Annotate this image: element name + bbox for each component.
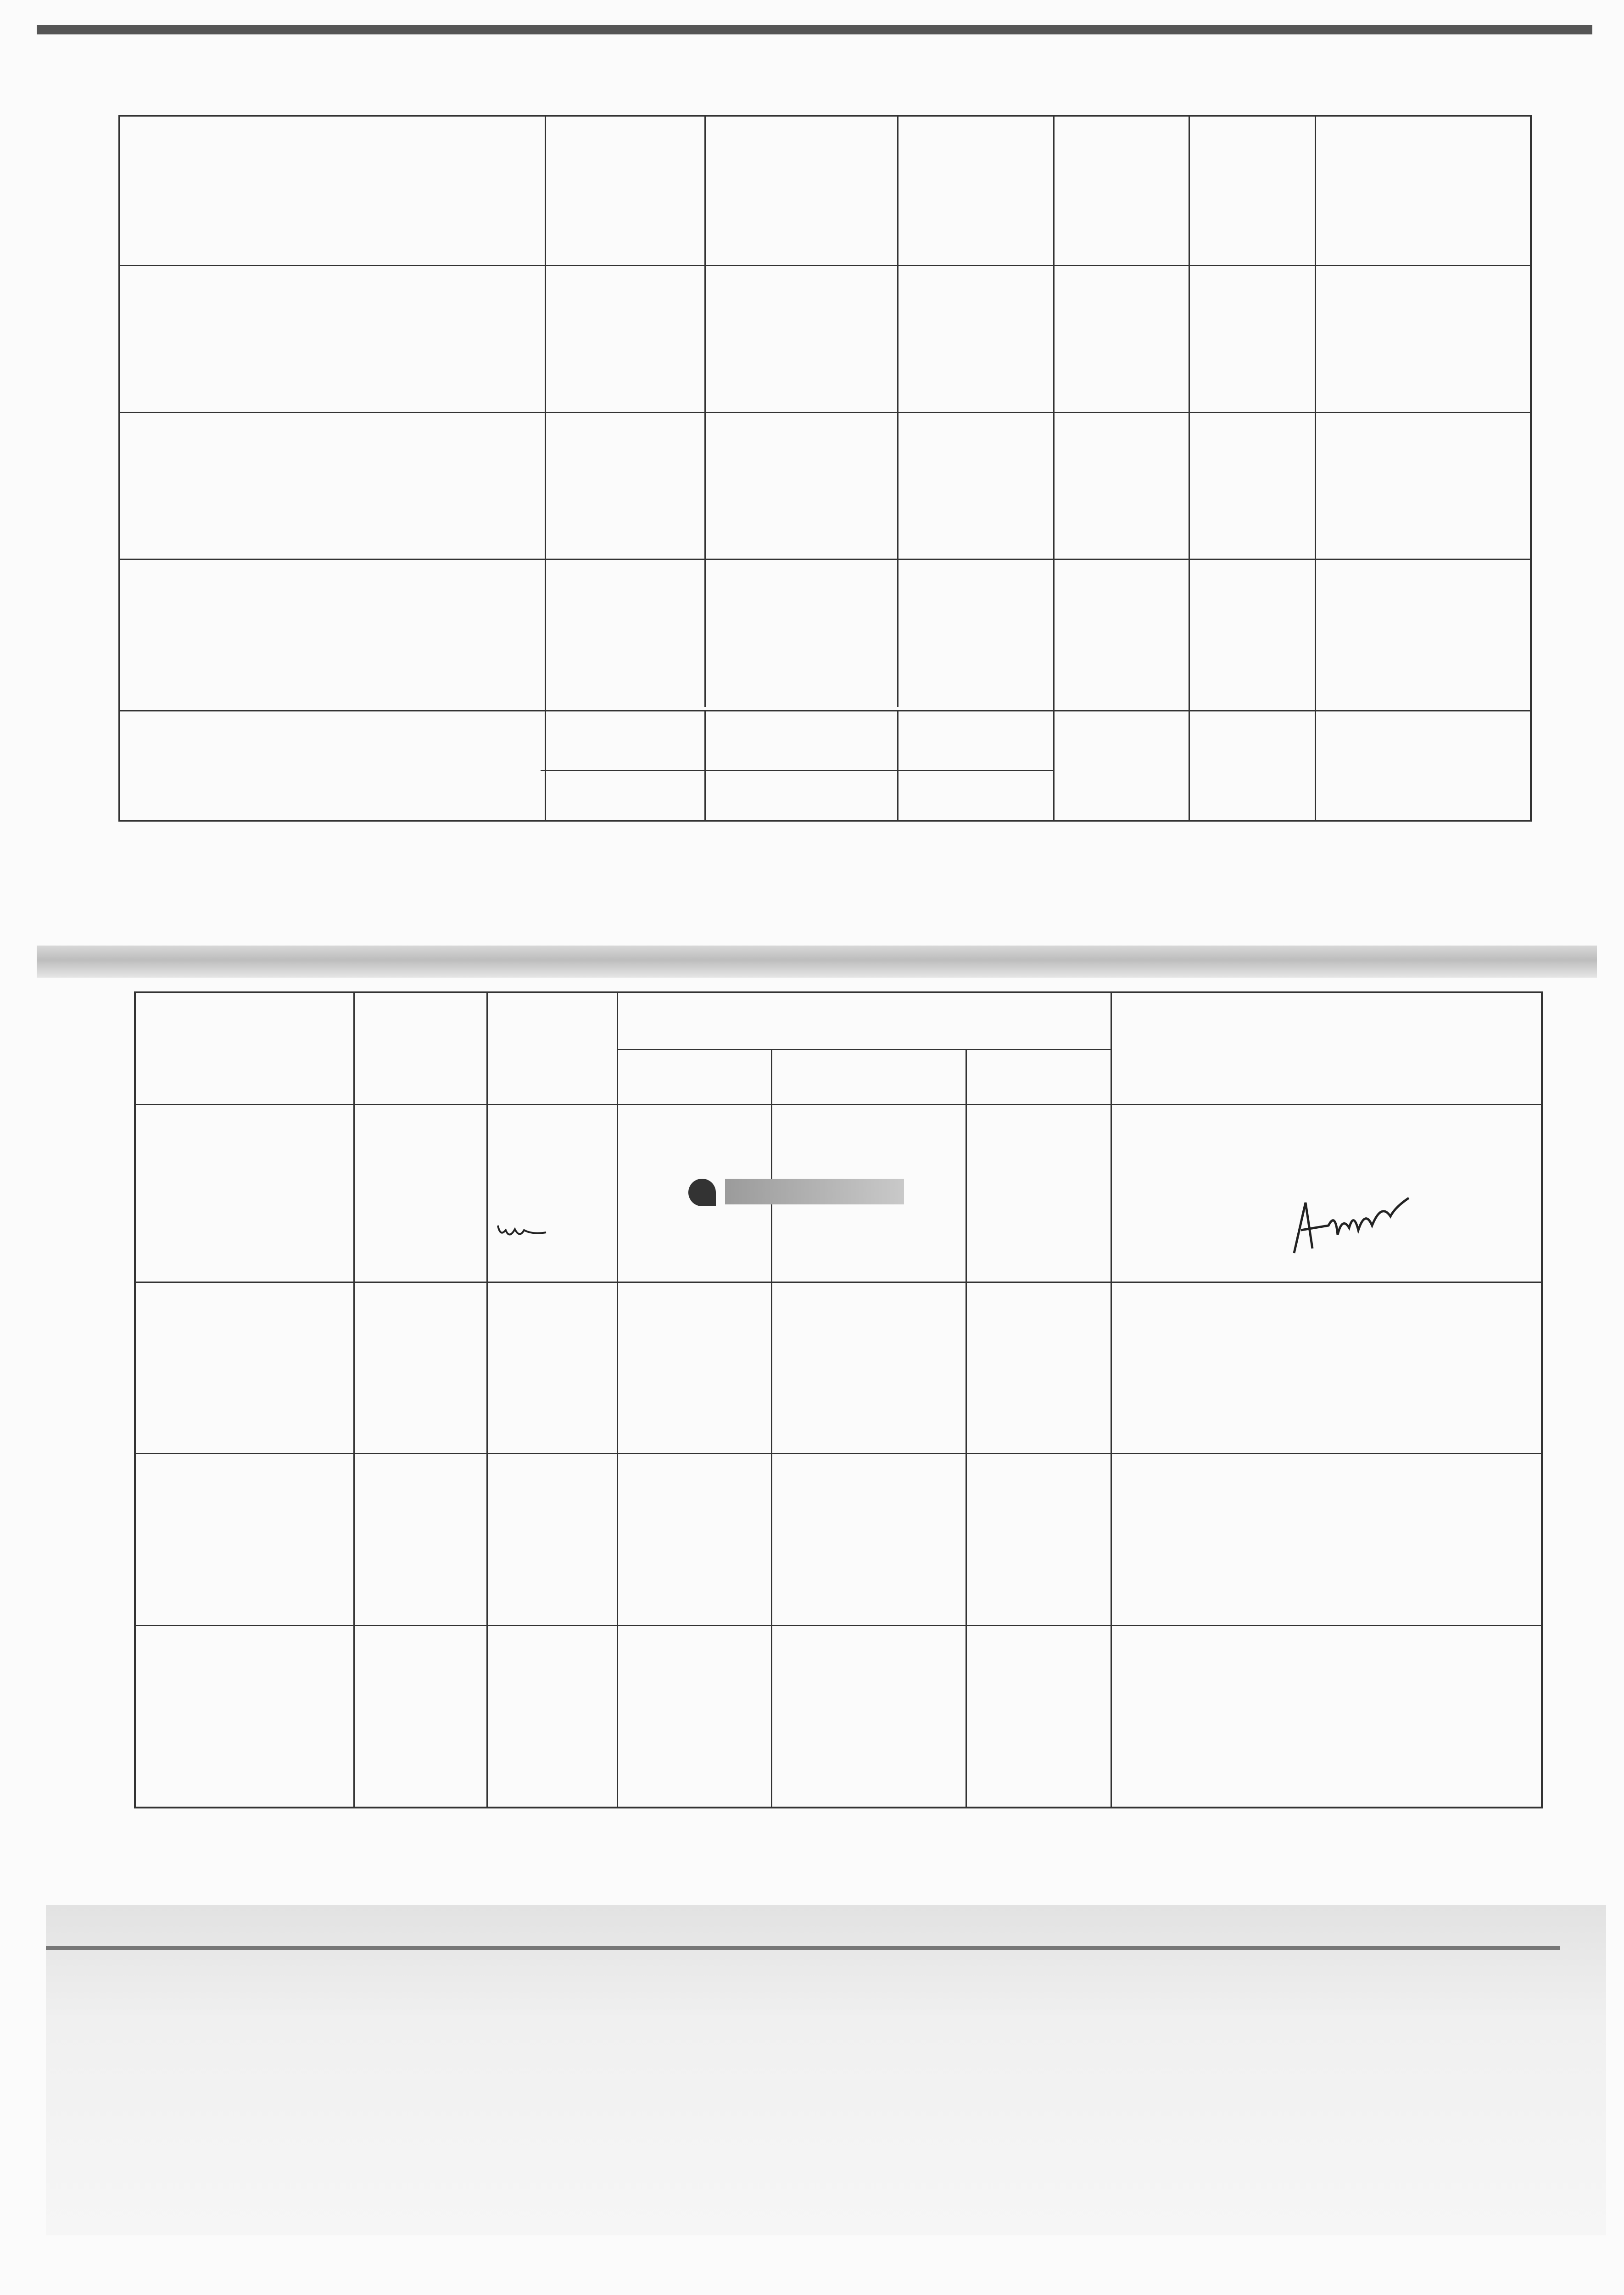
col-rule (704, 711, 706, 822)
sticker-bar (725, 1179, 904, 1204)
col-rule (771, 1049, 772, 1808)
scan-edge-bottom (46, 1946, 1560, 1950)
col-rule (1111, 991, 1112, 1808)
col-rule (897, 115, 899, 707)
lower-table-frame (134, 991, 1543, 1808)
col-rule (897, 711, 899, 822)
col-rule (353, 991, 355, 1808)
col-rule (704, 115, 706, 707)
row-rule (134, 1625, 1543, 1626)
scan-shadow-bottom (46, 1905, 1606, 2235)
row-rule (118, 559, 1532, 560)
col-rule (1189, 115, 1190, 822)
row-rule (134, 1104, 1543, 1105)
col-rule (965, 1049, 967, 1808)
page-fold (37, 946, 1597, 978)
place-initials-signature (496, 1216, 551, 1244)
vaccine-sticker-label (684, 1175, 913, 1219)
col-rule (545, 115, 546, 822)
upper-table-frame (118, 115, 1532, 822)
col-rule (1315, 115, 1316, 822)
scan-edge-top (37, 25, 1592, 34)
col-rule (486, 991, 488, 1808)
vet-signature (1285, 1184, 1413, 1262)
lower-vaccination-table (134, 991, 1543, 1808)
upper-vaccination-table (118, 115, 1532, 822)
col-rule (617, 991, 618, 1808)
row-rule (134, 1453, 1543, 1454)
col-rule (1053, 115, 1055, 822)
row-rule (617, 1049, 1111, 1050)
row-rule (134, 1282, 1543, 1283)
row-rule (118, 710, 1532, 711)
row-rule (118, 265, 1532, 266)
row-rule (541, 770, 1055, 771)
row-rule (118, 412, 1532, 413)
